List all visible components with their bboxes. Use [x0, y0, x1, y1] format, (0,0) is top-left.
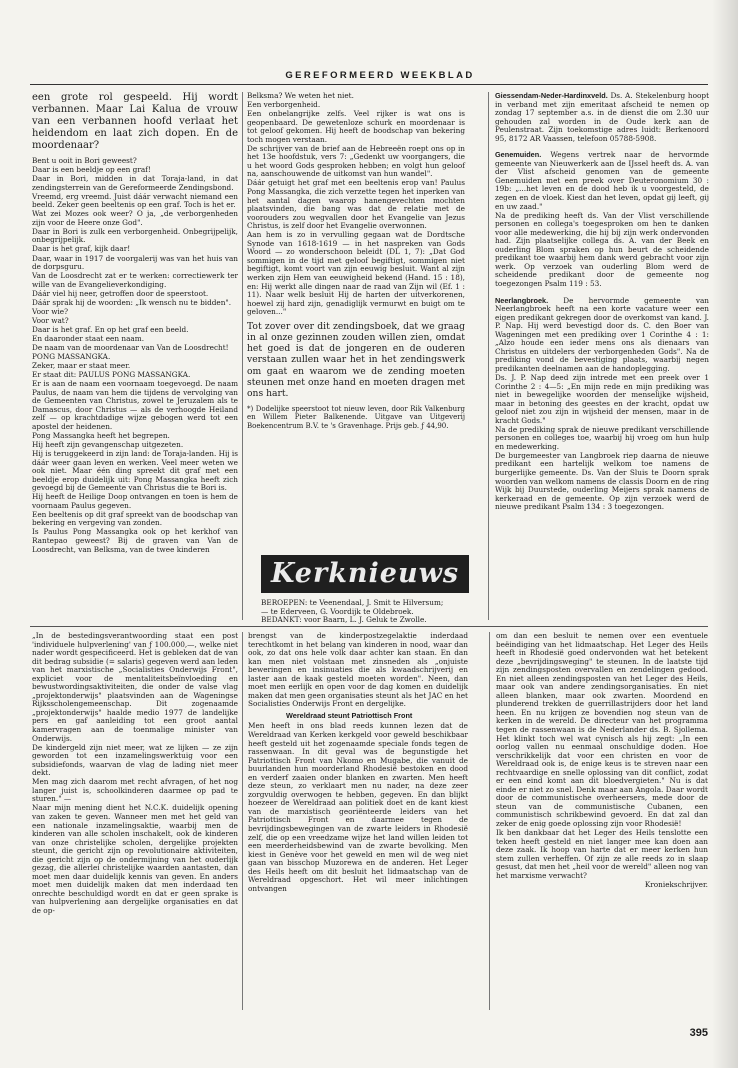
paragraph: Hij heeft zijn gevangenschap uitgezeten.	[32, 440, 184, 449]
paragraph: Er is aan de naam een voornaam toegevoegd. De naam Paulus, de naam van hem die tijdens de vervolging van de Gemeenten van Christus, zowel te Jeruzalem als te Damascus, door Christus — als de verhoogde Heiland zelf — op krachtdadige wijze gebogen werd tot een apostel der heidenen.	[32, 379, 238, 431]
paragraph: Voor wat?	[32, 315, 69, 325]
paragraph: Dáár viel hij neer, getroffen door de speerstoot.	[32, 288, 209, 298]
news-text: Ds. J. P. Nap deed zijn intrede met een preek over 1 Corinthe 2 : 4—5: „En mijn rede en mijn prediking was niet in bewegelijke woorden der menselijke wijsheid, maar in betoning des geestes en der kracht, opdat uw geloof niet zou zijn in wijsheid der mensen, maar in de kracht Gods."	[495, 372, 709, 425]
paragraph: Hij is teruggekeerd in zijn land: de Toraja-landen. Hij is dáár weer gaan leven en werken. Veel meer weten we ook niet. Maar één ding spreekt dit graf met een beeldje erop duidelijk uit: Pong Massangka heeft zich gevoegd bij de Gemeente van Christus die te Bori is.	[32, 449, 238, 493]
scan-shadow	[712, 0, 738, 1068]
news-text: De burgemeester van Langbroek riep daarna de nieuwe predikant een hartelijk welkom toe namens de burgerlijke gemeente. Ds. Van der Sluis te Doorn sprak woorden van welkom namens de classis Doorn en de ring Wijk bij Duurstede, ouderling Meijers sprak namens de kerkeraad en de gemeente. Op zijn verzoek werd de nieuwe predikant Psalm 134 : 3 toegezongen.	[495, 450, 709, 512]
place-name: Neerlangbroek.	[495, 295, 549, 305]
column-divider	[242, 92, 243, 620]
paragraph: Een beeltenis op dit graf spreekt van de boodschap van bekering en vergeving van zonden.	[32, 509, 239, 528]
paragraph: Belksma? We weten het niet.	[247, 91, 354, 100]
paragraph: brengst van de kinderpostzegelaktie inderdaad terechtkomt in het belang van kinderen in nood, waar dan ook, zo dat ons hele volk daar achter kan staan. En dan kan men niet volstaan met zinsneden als „onjuiste beweringen en insinuaties die als kwaadschrijverij en laster aan de kaak gesteld moeten worden". Neen, dan moet men eerlijk en open voor de dag komen en duidelijk maken dat men geen organisaties steunt als het JAC en het Socialisties Onderwijs Front en dergelijke.	[248, 631, 468, 709]
paragraph: PONG MASSANGKA.	[32, 352, 111, 362]
paragraph: Daar, waar in 1917 de voorgalerij was van het huis van de dorpsguru.	[32, 253, 238, 272]
paragraph-list	[496, 632, 708, 880]
paragraph: Vreemd, erg vreemd. Juist dáár verwacht niemand een beeld. Zeker geen beeltenis op een graf. Toch is het er.	[32, 191, 238, 210]
news-text: Na de prediking sprak de nieuwe predikant verschillende personen en colleges toe, waarbij hij vroeg om hun hulp en medewerking.	[495, 424, 709, 451]
paragraph-list	[248, 722, 468, 893]
news-item	[495, 426, 709, 452]
news-text: De hervormde gemeente van Neerlangbroek heeft na een korte vacature weer een eigen predikant gekregen door de overkomst van kand. J. P. Nap. Hij werd bevestigd door ds. C. den Boer van Wageningen met een prediking over 1 Corinthe 4 : 1: „Alzo houde een ieder mens ons als dienaars van Christus en uitdelers der verborgenheden Gods". Na de prediking vond de bevestiging plaats, waarbij negen predikanten deelnamen aan de handoplegging.	[495, 295, 709, 373]
news-item	[495, 151, 709, 211]
page-number: 395	[689, 1027, 708, 1039]
news-text: Wegens vertrek naar de hervormde gemeente van Nieuwerkerk aan de IJssel heeft ds. A. van der Vlist afscheid genomen van de gemeente Genemuiden met een preek over Deuteronomium 30 : 19b: „...het leven en de dood heb ik u voorgesteld, de zegen en de vloek. Kiest dan het leven, opdat gij leeft, gij en uw zaad."	[495, 150, 709, 211]
paragraph: Van de Loosdrecht zat er te werken: correctiewerk ter wille van de Evangelieverkondiging.	[32, 271, 238, 289]
paragraph: Dáár getuigt het graf met een beeltenis erop van! Paulus Pong Massangka, die zich verzette tegen het inperken van het aantal dagen waarop hanengevechten mochten plaatsvinden, die bang was dat de relatie met de voorouders zou wegvallen door het Evangelie van Jezus Christus, is zelf door het Evangelie overwonnen.	[247, 178, 465, 231]
paragraph: Naar mijn mening dient het N.C.K. duidelijk opening van zaken te geven. Wanneer men met het geld van een nationale inzamelingsaktie, waarbij men de kinderen van alle scholen inschakelt, ook de kinderen van onze christelijke scholen, dergelijke projekten steunt, die gericht zijn op revolutionaire aktiviteiten, die gericht zijn op de ondermijning van het ouderlijk gezag, die allerlei christelijke waarden aantasten, dan moet men daar duidelijk kennis van geven. En anders moet men duidelijk maken dat men inderdaad ten onrechte beschuldigd wordt en dat er geen sprake is van hulpverlening aan dergelijke organisaties en dat de op-	[32, 803, 238, 915]
paragraph: Daar in Bori, midden in dat Toraja-land, in dat zendingsterrein van de Gereformeerde Zendingsbond.	[32, 174, 238, 192]
paragraph-list	[248, 632, 468, 709]
paragraph: Wat zei Mozes ook weer? O ja, „de verborgenheden zijn voor de Heere onze God".	[32, 209, 238, 227]
header-rule	[30, 84, 708, 85]
paragraph: Bent u ooit in Bori geweest?	[32, 156, 137, 165]
kerknieuws-line: — te Ederveen, G. Voordijk te Oldebroek.	[261, 606, 414, 616]
place-name: Giessendam-Neder-Hardinxveld.	[495, 91, 608, 100]
news-item	[495, 297, 709, 374]
paragraph: „In de bestedingsverantwoording staat een post 'individuele hulpverlening' van ƒ 100.000,—, welke niet nader wordt gespecificeerd. Het is gebleken dat de van dit bedrag subsidie (= salaris) gegeven werd aan leden van het marxistische „Socialisties Onderwijs Front", expliciet voor de mentaliteitsbeïnvloeding en bewustwordingsaktiviteiten, die onder de valse vlag „projektonderwijs" plaatsvinden aan de Wageningse Rijksscholengemeenschap. Dit zogenaamde „projektonderwijs" haalde medio 1977 de landelijke pers en gaf aanleiding tot een groot aantal kamervragen aan de toenmalige minister van Onderwijs.	[32, 631, 238, 743]
paragraph: Pong Massangka heeft het begrepen.	[32, 430, 170, 440]
news-item	[495, 452, 709, 512]
news-item	[495, 92, 709, 143]
paragraph: Daar in Bori is zulk een verborgenheid. Onbegrijpelijk, onbegrijpelijk.	[32, 226, 238, 245]
news-item	[495, 212, 709, 289]
paragraph: De kindergeld zijn niet meer, wat ze lijken — ze zijn geworden tot een inzamelingswerktuig voor een subsidiefonds, waarvan de vlag de lading niet meer dekt.	[32, 742, 238, 778]
subheading: Wereldraad steunt Patriottisch Front	[286, 710, 413, 720]
news-text: Na de prediking heeft ds. Van der Vlist verschillende personen en collega's toegesproken om hen te danken voor alle medewerking, die hij bij zijn werk ondervonden had. Zijn plaatselijke collega ds. A. van der Beek en ouderling Blom spraken op hun beurt de scheidende predikant toe waarbij hem dank werd gebracht voor zijn werk. Op verzoek van ouderling Blom werd de scheidende predikant door de gemeente nog toegezongen Psalm 119 : 53.	[495, 210, 709, 288]
footnote: *) Dodelijke speerstoot tot nieuw leven, door Rik Valkenburg en Willem Pieter Balkenende. Uitgave van Uitgeverij Boekencentrum B.V. te 's Gravenhage. Prijs geb. ƒ 44,90.	[247, 405, 465, 430]
paragraph: Men mag zich daarom met recht afvragen, of het nog langer juist is, schoolkinderen daarmee op pad te sturen." —	[32, 777, 238, 804]
paragraph: Ik ben dankbaar dat het Leger des Heils tenslotte een teken heeft gesteld en niet langer mee kan doen aan deze zaak. Ik hoop van harte dat er meer kerken hun stem zullen verheffen. Of zijn ze alle reeds zo in slaap gesust, dat men het „heil voor de wereld" alleen nog van het marxisme verwacht?	[496, 828, 708, 880]
article-column-2	[247, 92, 465, 430]
paragraph: Voor wie?	[32, 306, 69, 316]
paragraph: Men heeft in ons blad reeds kunnen lezen dat de Wereldraad van Kerken kerkgeld voor geweld beschikbaar heeft gesteld uit het zogenaamde speciale fonds tegen de rassenwaan. In dit geval was de begunstigde het Patriottisch Front van Nkomo en Mugabe, die vanuit de buurlanden hun moorderland Rhodesië bestoken en dood en verderf zaaien onder blanken en zwarten. Men heeft deze steun, zo verklaart men nu nader, na deze zeer zorgvuldig overwogen te hebben, gegeven. En dan blijkt hoezeer de Wereldraad aan politiek doet en de kant kiest van de marxistisch georiënteerde leiders van het Patriottisch Front en daarmee tegen de bevrijdingsbewegingen van de zwarte leiders in Rhodesië zelf, die op een vreedzame wijze het land willen leiden tot een meerderheidsbewind van de zwarte bevolking. Men kiest in Genève voor het geweld en men wil de weg niet gaan van bisschop Muzorewa en de anderen. Het Leger des Heils heeft om dit besluit het lidmaatschap van de Wereldraad opgeschort. Het wil meer inlichtingen ontvangen	[248, 721, 468, 893]
paragraph: om dan een besluit te nemen over een eventuele beëindiging van het lidmaatschap. Het Leger des Heils heeft in Rhodesië goed ondervonden wat het betekent deze „bevrijdingsweging" te steunen. In de laatste tijd zijn zendingsposten overvallen en zendelingen gedood. En niet alleen zendingsposten van het Leger des Heils, maar ook van andere zendingsorganisaties. En niet alleen blanken, maar ook zwarten. Moordend en plunderend trekken de guerrillastrijders door het land heen. En nu krijgen ze bovendien nog steun van de kerken in de wereld. De directeur van het programma tegen de rassenwaan is de Nederlander ds. B. Sjollema. Het klinkt toch wel wat cynisch als hij zegt: „In een oorlog vallen nu eenmaal onschuldige doden. Hoe verschrikkelijk dat voor een christen en voor de Wereldraad ook is, de enige keus is te streven naar een rechtvaardige en snelle oplossing van dit conflict, zodat er een eind komt aan dit bloedvergieten." Nu is dat einde er niet zo snel. Denk maar aan Angola. Daar wordt door de communistische overheersers, mede door de steun van de communistische Cubanen, een communistisch schrikbewind gevoerd. En dat zal dan zeker de enig goede oplossing zijn voor Rhodesië!	[496, 631, 708, 829]
kerknieuws-lines	[261, 599, 473, 625]
paragraph: Is Paulus Pong Massangka ook op het kerkhof van Rantepao geweest? Bij de graven van Van de Loosdrecht, van Belksma, van de twee kinderen	[32, 527, 238, 554]
article-column-1	[32, 92, 238, 555]
news-text: Ds. A. Stekelenburg hoopt in verband met zijn emeritaat afscheid te nemen op zondag 17 september a.s. in de dienst die om 2.30 uur gehouden zal worden in de Oude kerk aan de Peulenstraat. Zijn toekomstige adres luidt: Berkenoord 95, 8172 AR Vaassen, telefoon 05788-5908.	[495, 91, 709, 143]
paragraph: Daar is het graf, kijk daar!	[32, 244, 131, 254]
paragraph: Er staat dit: PAULUS PONG MASSANGKA.	[32, 370, 191, 380]
paragraph: De naam van de moordenaar van Van de Loosdrecht!	[32, 342, 229, 352]
place-name: Genemuiden.	[495, 150, 542, 160]
paragraph: Hij heeft de Heilige Doop ontvangen en toen is hem de voornaam Paulus gegeven.	[32, 492, 238, 510]
lead-paragraph: een grote rol gespeeld. Hij wordt verbannen. Maar Lai Kalua de vrouw van een verbannen hoofd verlaat het heidendom en laat zich dopen. En de moordenaar?	[32, 92, 238, 151]
paragraph: Een onbelangrijke zelfs. Veel rijker is wat ons is geopenbaard. De gewetenloze schurk en moordenaar is tot geloof gekomen. Hij heeft de boodschap van bekering toch mogen verstaan.	[247, 109, 465, 144]
paragraph: Dáár sprak hij de woorden: „Ik wensch nu te bidden".	[32, 297, 232, 307]
running-header: GEREFORMEERD WEEKBLAD	[285, 70, 475, 81]
kerknieuws-line: BEROEPEN: te Veenendaal, J. Smit te Hilversum;	[261, 598, 444, 607]
paragraph: Aan hem is zo in vervulling gegaan wat de Dordtsche Synode van 1618-1619 — in het naspreken van Gods Woord — zo wonderschoon beleidt (DL 1, 7): „Dat God sommigen in de tijd met geloof begiftigt, sommigen niet begiftigt, komt voort van zijn eeuwig besluit. Want al zijn werken zijn Hem van eeuwigheid bekend (Hand. 15 : 18), en: Hij werkt alle dingen naar de raad van Zijn wil (Ef. 1 : 11). Naar welk besluit Hij de harten der uitverkorenen, hoewel zij hard zijn, genadiglijk vermurwt en buigt om te geloven..."	[247, 230, 465, 317]
paragraph-list	[32, 157, 238, 554]
paragraph: Daar is een beeldje op een graf!	[32, 165, 151, 175]
pull-quote: Tot zover over dit zendingsboek, dat we graag in al onze gezinnen zouden willen zien, omdat het goed is dat de jongeren en de ouderen verstaan zullen waar het in het zendingswerk om gaat en waarom we de zending moeten steunen met onze hand en moeten dragen met ons hart.	[247, 320, 465, 399]
paragraph: Zeker, maar er staat meer.	[32, 361, 131, 371]
author-signoff: Kroniekschrijver.	[644, 879, 708, 889]
kroniek-column-1	[32, 632, 238, 916]
paragraph: En daaronder staat een naam.	[32, 333, 145, 343]
kroniek-column-2	[248, 632, 468, 894]
kroniek-column-3	[496, 632, 708, 890]
paragraph: De schrijver van de brief aan de Hebreeën roept ons op in het 13e hoofdstuk, vers 7: „Gedenkt uw voorgangers, die u het woord Gods gesproken hebben; en volgt hun geloof na, aanschouwende de uitkomst van hun wandel".	[247, 143, 465, 179]
column-divider	[488, 92, 489, 620]
news-column	[495, 92, 709, 512]
paragraph: Een verborgenheid.	[247, 100, 321, 110]
column-divider	[489, 632, 490, 1010]
section-rule	[30, 626, 708, 627]
news-item	[495, 374, 709, 425]
kerknieuws-banner: Kerknieuws	[261, 555, 469, 593]
paragraph-list	[247, 92, 465, 317]
kerknieuws-line: BEDANKT: voor Baarn, L. J. Geluk te Zwolle.	[261, 615, 427, 625]
paragraph: Daar is het graf. En op het graf een beeld.	[32, 324, 189, 334]
column-divider	[242, 632, 243, 1010]
